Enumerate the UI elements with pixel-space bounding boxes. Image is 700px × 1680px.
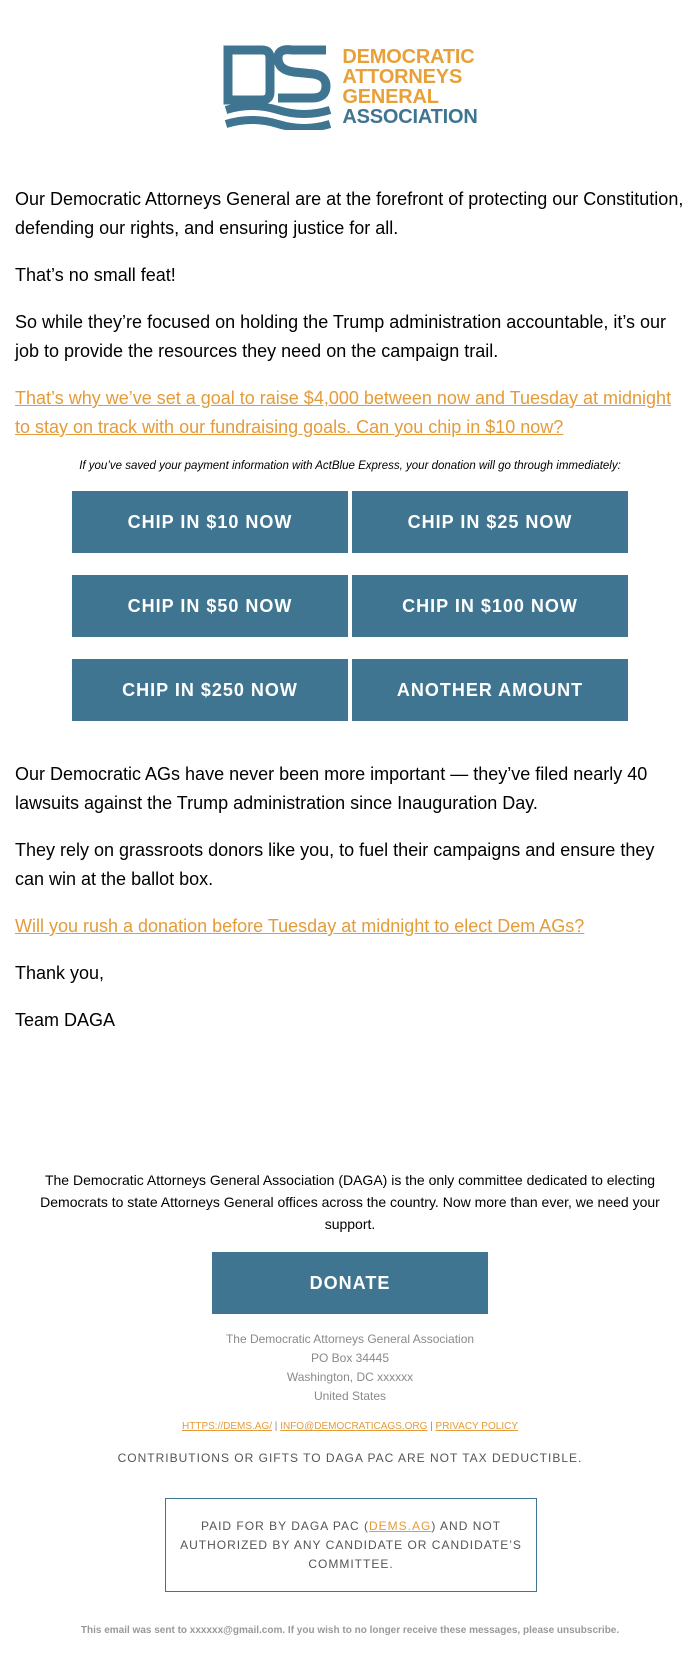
dems-ag-link[interactable]: DEMS.AG [369, 1518, 432, 1533]
logo-line-3: GENERAL [342, 86, 439, 108]
footer-links [0, 1421, 700, 1432]
unsubscribe-note[interactable]: This email was sent to xxxxxx@gmail.com. If you wish to no longer receive these messages, please unsubscribe. [80, 1625, 620, 1636]
paragraph-4: Our Democratic AGs have never been more important — they’ve filed nearly 40 lawsuits against the Trump administration since Inauguration Day. [15, 764, 648, 813]
footer-about: The Democratic Attorneys General Association (DAGA) is the only committee dedicated to electing Democrats to state Attorneys General offices across the country. Now more than ever, we need your support. [40, 1172, 660, 1232]
another-amount-button[interactable]: ANOTHER AMOUNT [352, 659, 628, 721]
website-link[interactable]: HTTPS://DEMS.AG/ [182, 1421, 273, 1432]
donate-button[interactable]: DONATE [212, 1252, 488, 1314]
rush-donation-link[interactable]: Will you rush a donation before Tuesday at midnight to elect Dem AGs? [15, 916, 585, 936]
chip-in-10-button[interactable]: CHIP IN $10 NOW [72, 491, 348, 553]
address-line-4: United States [313, 1389, 387, 1403]
logo-line-1: DEMOCRATIC [342, 46, 475, 68]
paragraph-5: They rely on grassroots donors like you, to fuel their campaigns and ensure they can win at the ballot box. [15, 840, 655, 889]
daga-logo-icon [222, 44, 334, 130]
goal-link[interactable]: That’s why we’ve set a goal to raise $4,000 between now and Tuesday at midnight to stay on track with our fundraising goals. Can you chip in $10 now? [15, 388, 672, 437]
mailing-address [0, 1330, 700, 1406]
logo-wordmark [342, 47, 477, 127]
paragraph-1: Our Democratic Attorneys General are at the forefront of protecting our Constitution, defending our rights, and ensuring justice for all. [15, 189, 684, 238]
body-copy-bottom [15, 760, 687, 1053]
address-line-3: Washington, DC xxxxxx [286, 1370, 414, 1384]
logo-line-2: ATTORNEYS [342, 66, 463, 88]
paid-for-box [165, 1498, 537, 1592]
chip-in-250-button[interactable]: CHIP IN $250 NOW [72, 659, 348, 721]
donation-button-grid [72, 491, 628, 721]
tax-disclaimer: CONTRIBUTIONS OR GIFTS TO DAGA PAC ARE NOT TAX DEDUCTIBLE. [117, 1451, 583, 1465]
paid-for-suffix: ) AND NOT AUTHORIZED BY ANY CANDIDATE OR CANDIDATE’S COMMITTEE. [180, 1518, 522, 1571]
header [0, 44, 700, 130]
paid-for-prefix: PAID FOR BY DAGA PAC ( [200, 1518, 370, 1533]
chip-in-50-button[interactable]: CHIP IN $50 NOW [72, 575, 348, 637]
link-separator: | [427, 1421, 436, 1432]
chip-in-25-button[interactable]: CHIP IN $25 NOW [352, 491, 628, 553]
address-line-2: PO Box 34445 [310, 1351, 390, 1365]
logo-line-4: ASSOCIATION [342, 106, 478, 128]
link-separator: | [272, 1421, 281, 1432]
signature: Team DAGA [15, 1010, 116, 1030]
paragraph-3: So while they’re focused on holding the Trump administration accountable, it’s our job to provide the resources they need on the campaign trail. [15, 312, 667, 361]
actblue-note: If you’ve saved your payment information with ActBlue Express, your donation will go through immediately: [79, 460, 621, 472]
body-copy-top [15, 185, 687, 460]
paid-for-text [180, 1517, 522, 1574]
address-line-1: The Democratic Attorneys General Association [225, 1332, 475, 1346]
email-link[interactable]: INFO@DEMOCRATICAGS.ORG [280, 1421, 428, 1432]
paragraph-2: That’s no small feat! [15, 265, 176, 285]
chip-in-100-button[interactable]: CHIP IN $100 NOW [352, 575, 628, 637]
closing: Thank you, [15, 963, 105, 983]
daga-logo[interactable] [222, 44, 477, 130]
privacy-policy-link[interactable]: PRIVACY POLICY [435, 1421, 518, 1432]
